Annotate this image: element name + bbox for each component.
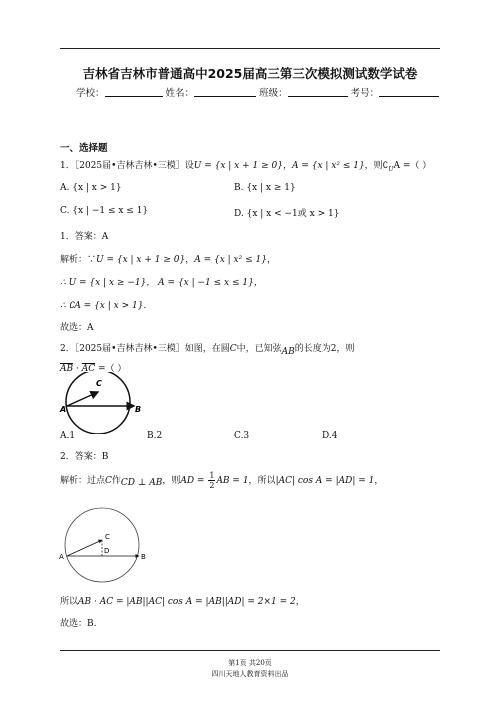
q2-explanation-1 <box>60 471 383 490</box>
school-blank[interactable] <box>105 86 163 97</box>
q2-frac-num: 1 <box>209 471 215 480</box>
vector-ac <box>67 392 98 406</box>
q1-explanation-2: ∴ U = {x | x ≥ −1}， A = {x | −1 ≤ x ≤ 1}， <box>60 278 263 288</box>
student-info-line <box>76 85 439 99</box>
q1-conclusion: 故选：A <box>60 323 94 333</box>
q2-vec-ac: $\overline{AC}$ <box>81 364 96 374</box>
q2-option-b: B.2 <box>147 431 163 441</box>
q2-exp1-text: 解析：过点 <box>60 476 106 486</box>
q2-explanation-figure <box>55 500 165 585</box>
name-blank[interactable] <box>194 86 256 97</box>
q2-exp2-formula: AB · AC = |AB||AC| cos A = |AB||AD| = 2×1 = 2 <box>78 597 296 607</box>
name-label: 姓名： <box>165 88 195 99</box>
page-number: 第1页 共20页 <box>228 659 272 667</box>
q2-exp2-comma: ， <box>295 597 305 607</box>
q2-figure-circle <box>58 372 148 434</box>
label-c: C <box>96 379 102 388</box>
q1-explanation-3: ∴ ∁A = {x | x > 1}． <box>60 301 153 311</box>
label-b: B <box>135 405 142 414</box>
q2-exp1-comma: ， <box>374 476 384 486</box>
q2-exp1-cos: |AC| cos A = |AD| = 1 <box>275 476 375 486</box>
q2-exp1-cd: CD ⊥ AB <box>120 478 163 488</box>
q2-stem2-end: =（ ） <box>95 364 127 374</box>
q2-stem-ab: AB <box>281 347 295 357</box>
footer-rule <box>60 650 440 651</box>
q2-option-d: D.4 <box>322 431 338 441</box>
q2-conclusion: 故选：B. <box>60 619 97 629</box>
number-blank[interactable] <box>379 86 439 97</box>
label-b: B <box>141 553 146 561</box>
label-c: C <box>105 533 110 541</box>
label-a: A <box>60 405 67 414</box>
q2-exp1-c: C <box>105 476 112 486</box>
q1-option-b: B. {x | x ≥ 1} <box>234 183 296 193</box>
q2-explanation-2 <box>60 594 305 607</box>
q2-answer: 2．答案：B <box>60 452 109 462</box>
q1-ask: ，则∁ <box>364 161 389 171</box>
header-rule <box>60 48 440 49</box>
q2-option-a: A.1 <box>60 431 76 441</box>
q1-option-c: C. {x | −1 ≤ x ≤ 1} <box>60 206 149 216</box>
q1-set-u: U = {x | x + 1 ≥ 0} <box>193 161 283 171</box>
q2-vec-ab: $\overline{AB}$ <box>60 364 74 374</box>
section-heading: 一、选择题 <box>60 143 108 154</box>
q1-exp1-u: U = {x | x + 1 ≥ 0} <box>96 255 186 265</box>
label-a: A <box>59 553 64 561</box>
class-blank[interactable] <box>288 86 348 97</box>
q2-exp2-so: 所以 <box>60 597 79 607</box>
q1-ask-end: A =（ ） <box>393 161 432 171</box>
school-label: 学校： <box>76 88 105 99</box>
q2-exp1-so: ，所以 <box>248 476 276 486</box>
q2-stem-end: 的长度为2，则 <box>294 344 355 354</box>
q1-exp1-label: 解析：∵ <box>60 255 97 265</box>
vector-ac <box>67 540 102 556</box>
q1-option-d: D. {x | x < −1或 x > 1} <box>234 209 340 219</box>
q2-stem-mid: 中，已知弦 <box>236 344 282 354</box>
publisher: 四川天地人教育资料出品 <box>211 670 289 678</box>
q1-option-a: A. {x | x > 1} <box>60 183 122 193</box>
q1-exp1-a: A = {x | x² ≤ 1} <box>194 255 267 265</box>
q1-stem-text: 1．［2025届•吉林吉林•三模］设 <box>60 161 194 171</box>
class-label: 班级： <box>259 88 288 99</box>
q1-stem: 1．［2025届•吉林吉林•三模］设U = {x | x + 1 ≥ 0}，A = {x | x² ≤ 1}，则$∁_UA$ =（ ） <box>60 161 432 173</box>
q2-option-c: C.3 <box>234 431 250 441</box>
q2-frac-den: 2 <box>209 481 215 490</box>
q2-exp1-make: 作 <box>111 476 121 486</box>
q2-stem-c: C <box>229 344 237 354</box>
number-label: 考号： <box>350 88 380 99</box>
q1-set-a: A = {x | x² ≤ 1} <box>291 161 365 171</box>
q2-dot: · <box>73 364 82 374</box>
q2-exp1-then: ，则 <box>162 476 181 486</box>
q1-explanation-1: 解析：∵U = {x | x + 1 ≥ 0}，A = {x | x² ≤ 1}， <box>60 255 276 265</box>
q2-stem-line1 <box>60 341 355 357</box>
label-d: D <box>104 547 110 555</box>
q2-exp1-ab: AB = 1 <box>216 476 249 486</box>
page-title: 吉林省吉林市普通高中2025届高三第三次模拟测试数学试卷 <box>82 66 418 81</box>
q1-answer: 1．答案：A <box>60 232 109 242</box>
q2-exp1-ad: AD = <box>180 476 205 486</box>
q2-stem-text: 2．［2025届•吉林吉林•三模］如图，在圆 <box>60 344 230 354</box>
q2-fraction <box>208 471 215 490</box>
